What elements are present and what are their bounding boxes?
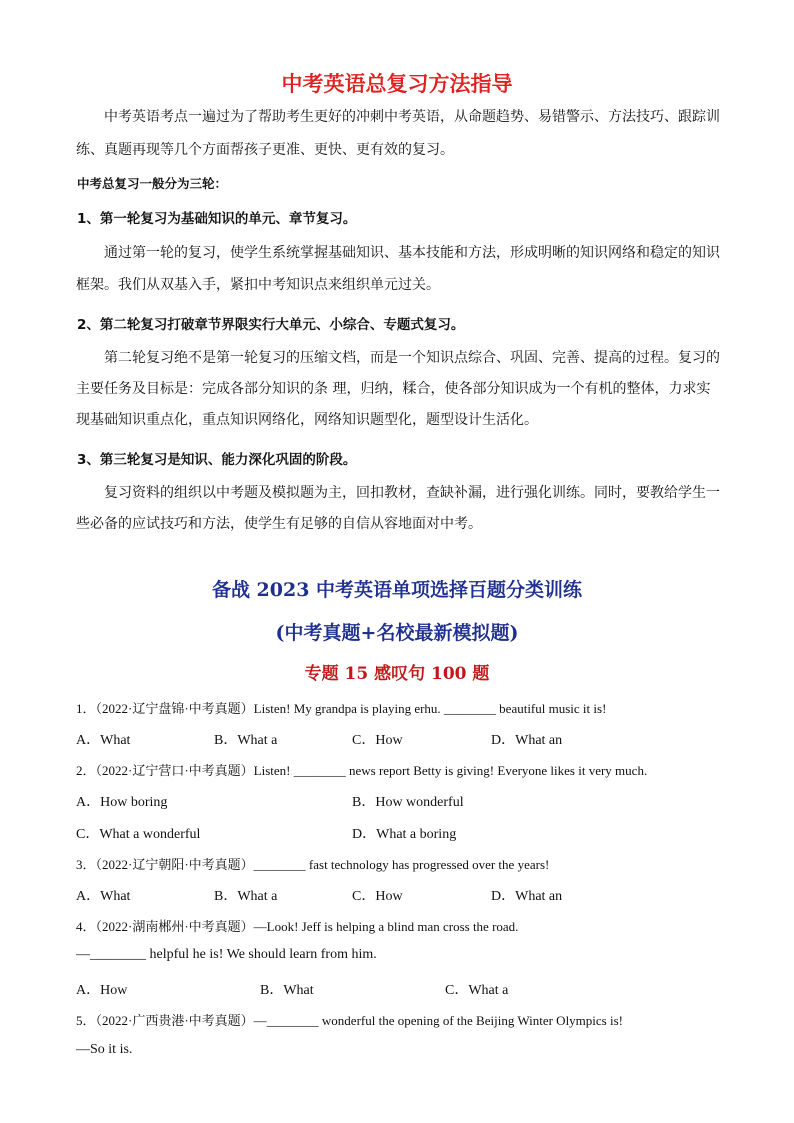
round2-line-3: 现基础知识重点化，重点知识网络化，网络知识题型化，题型设计生活化。 [76,412,538,428]
topic-title: 专题 15 感叹句 100 题 [304,664,490,684]
intro-line-1: 中考英语考点一遍过为了帮助考生更好的冲刺中考英语，从命题趋势、易错警示、方法技巧、跟踪训 [104,109,720,125]
round2-line-1: 第二轮复习绝不是第一轮复习的压缩文档，而是一个知识点综合、巩固、完善、提高的过程。复习的 [104,350,720,366]
question-2-option-d: D．What a boring [352,827,457,842]
question-4-stem: 4．（2022·湖南郴州·中考真题）—Look! Jeff is helping a blind man cross the road. [76,919,519,934]
question-2-option-c: C．What a wonderful [76,827,201,842]
round2-heading: 2、第二轮复习打破章节界限实行大单元、小综合、专题式复习。 [77,317,465,333]
question-1-option-a: A．What [76,733,131,748]
exam-subtitle: (中考真题+名校最新模拟题) [275,622,519,644]
round3-line-2: 些必备的应试技巧和方法，使学生有足够的自信从容地面对中考。 [76,516,482,532]
round3-heading: 3、第三轮复习是知识、能力深化巩固的阶段。 [77,452,357,468]
question-2-option-a: A．How boring [76,795,168,810]
exam-title: 备战 2023 中考英语单项选择百题分类训练 [211,579,583,601]
question-3-option-b: B．What a [214,889,278,904]
question-5-line-2: —So it is. [76,1042,133,1057]
question-4-line-2: —________ helpful he is! We should learn from him. [76,947,377,962]
question-4-option-c: C．What a [445,983,509,998]
question-2-stem: 2．（2022·辽宁营口·中考真题）Listen! ________ news report Betty is giving! Everyone likes it very much. [76,763,648,778]
question-2-option-b: B．How wonderful [352,795,464,810]
question-1-stem: 1．（2022·辽宁盘锦·中考真题）Listen! My grandpa is playing erhu. ________ beautiful music it is! [76,701,607,716]
question-3-option-c: C．How [352,889,403,904]
round3-line-1: 复习资料的组织以中考题及模拟题为主，回扣教材，查缺补漏，进行强化训练。同时，要教给学生一 [104,485,720,501]
round1-heading: 1、第一轮复习为基础知识的单元、章节复习。 [77,211,357,227]
round2-line-2: 主要任务及目标是：完成各部分知识的条 理，归纳，糅合，使各部分知识成为一个有机的整体，力求实 [76,381,711,397]
question-3-option-a: A．What [76,889,131,904]
round1-line-1: 通过第一轮的复习，使学生系统掌握基础知识、基本技能和方法，形成明晰的知识网络和稳定的知识 [104,245,720,261]
question-1-option-b: B．What a [214,733,278,748]
question-1-option-c: C．How [352,733,403,748]
question-1-option-d: D．What an [491,733,563,748]
question-3-option-d: D．What an [491,889,563,904]
intro-line-2: 练、真题再现等几个方面帮孩子更准、更快、更有效的复习。 [76,142,454,158]
question-4-option-b: B．What [260,983,314,998]
round1-line-2: 框架。我们从双基入手，紧扣中考知识点来组织单元过关。 [76,277,440,293]
rounds-heading: 中考总复习一般分为三轮： [77,176,228,191]
question-5-stem: 5．（2022·广西贵港·中考真题）—________ wonderful the opening of the Beijing Winter Olympics is! [76,1013,623,1028]
question-3-stem: 3．（2022·辽宁朝阳·中考真题）________ fast technology has progressed over the years! [76,857,550,872]
question-4-option-a: A．How [76,983,128,998]
guide-title: 中考英语总复习方法指导 [281,72,513,96]
